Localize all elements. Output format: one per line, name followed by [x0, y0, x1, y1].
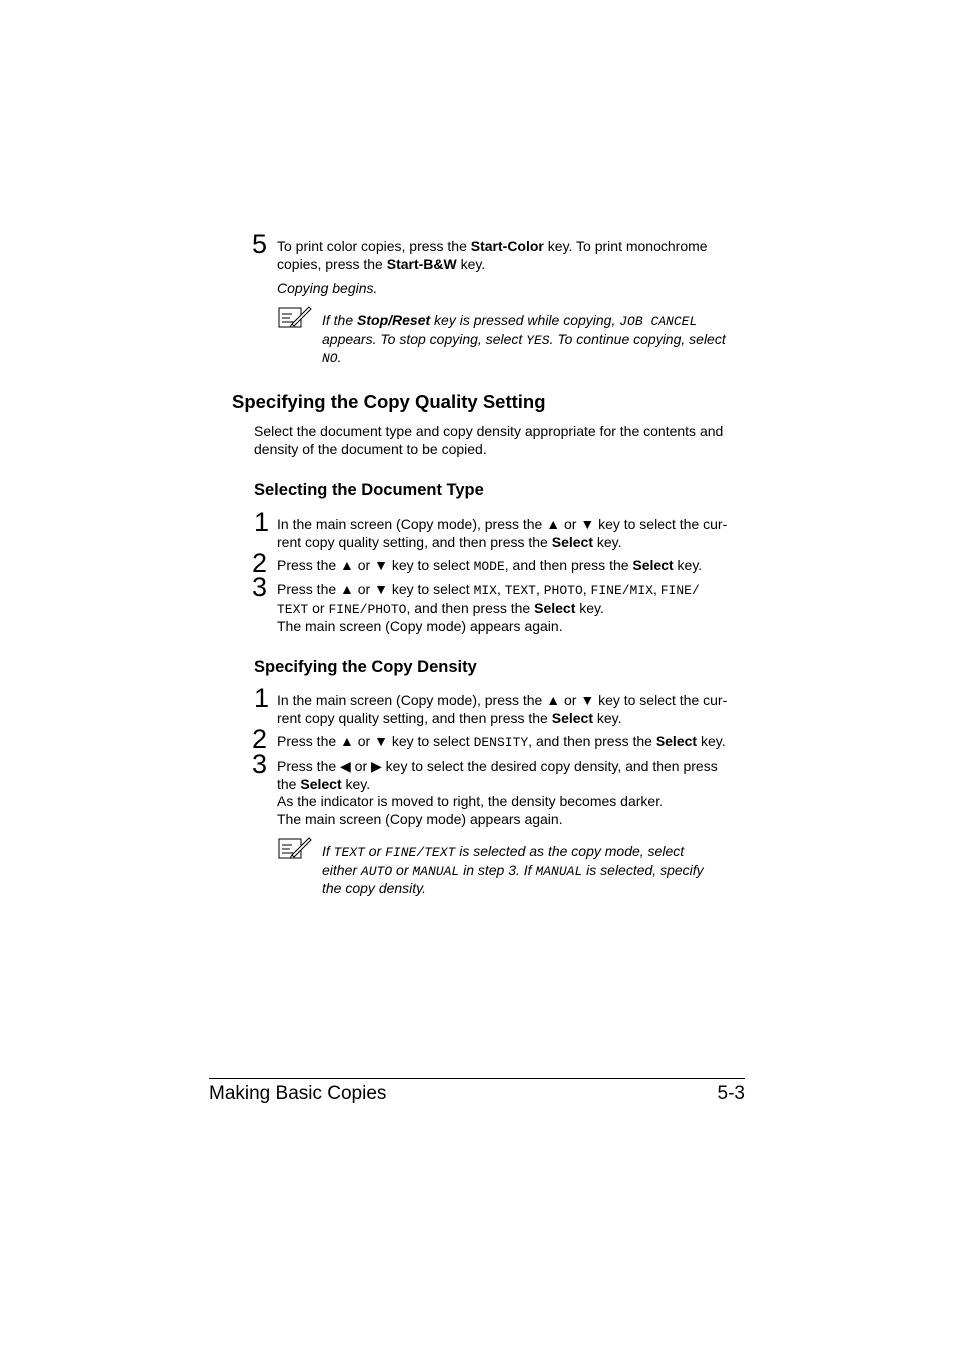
step-number: 3: [252, 572, 268, 602]
note-text: If the Stop/Reset key is pressed while copying, JOB CANCEL appears. To stop copying, select YES. To continue copying, select NO.: [322, 312, 726, 366]
footer-chapter-title: Making Basic Copies: [209, 1083, 387, 1104]
subsection-title: Selecting the Document Type: [254, 481, 484, 499]
step-text: Press the ▲ or ▼ key to select MIX, TEXT, PHOTO, FINE/MIX, FINE/ TEXT or FINE/PHOTO, and then press the Select key. The main screen (Copy mode) appears again.: [277, 581, 700, 634]
step-number: 2: [252, 724, 268, 754]
step-number: 3: [252, 749, 268, 779]
note-text: If TEXT or FINE/TEXT is selected as the copy mode, select either AUTO or MANUAL in step 3. If MANUAL is selected, specify the copy density.: [322, 843, 704, 896]
footer-rule: [209, 1078, 745, 1079]
step-number: 5: [252, 229, 268, 259]
step-number: 1: [254, 507, 270, 537]
note-pencil-icon: [278, 836, 312, 865]
footer-page-number: 5-3: [717, 1083, 745, 1104]
step-text: Press the ◀ or ▶ key to select the desired copy density, and then press the Select key. As the indicator is moved to right, the density becomes darker. The main screen (Copy mode) appears again.: [277, 758, 718, 827]
step-number: 2: [252, 548, 268, 578]
step-text: To print color copies, press the Start-Color key. To print monochrome copies, press the Start-B&W key.: [277, 238, 708, 272]
step-result: Copying begins.: [277, 280, 378, 296]
section-intro: Select the document type and copy density appropriate for the contents and density of the document to be copied.: [254, 423, 724, 457]
note-pencil-icon: [278, 305, 312, 334]
subsection-title: Specifying the Copy Density: [254, 658, 477, 676]
step-text: In the main screen (Copy mode), press the ▲ or ▼ key to select the cur- rent copy quality setting, and then press the Select key.: [277, 692, 728, 726]
step-number: 1: [254, 683, 270, 713]
step-text: In the main screen (Copy mode), press the ▲ or ▼ key to select the cur- rent copy quality setting, and then press the Select key.: [277, 516, 728, 550]
step-text: Press the ▲ or ▼ key to select MODE, and then press the Select key.: [277, 557, 703, 574]
step-text: Press the ▲ or ▼ key to select DENSITY, and then press the Select key.: [277, 733, 726, 750]
section-title: Specifying the Copy Quality Setting: [232, 391, 546, 412]
